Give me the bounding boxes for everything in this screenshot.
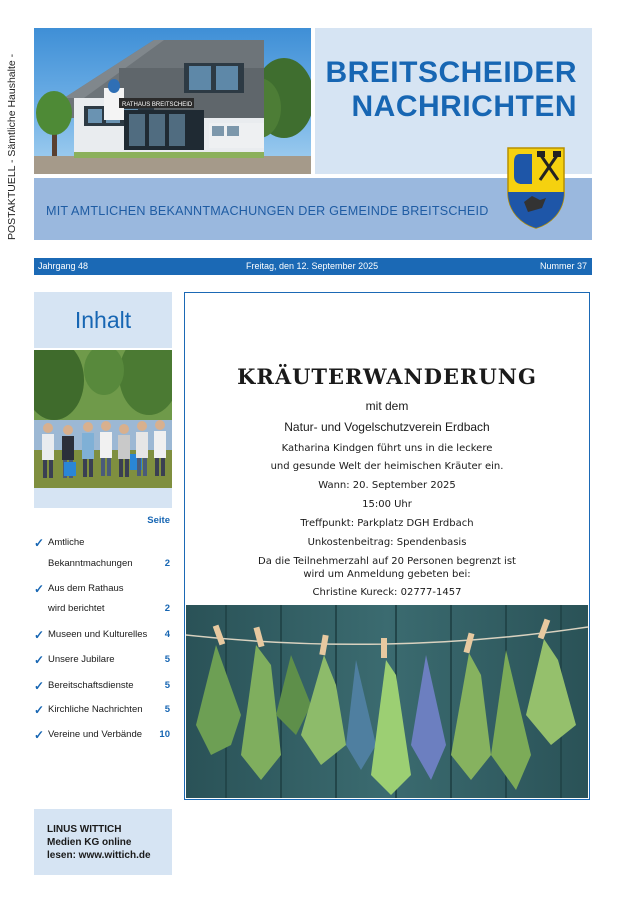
toc-item-page: 2 bbox=[164, 603, 170, 614]
toc-item-label: Museen und Kulturelles bbox=[48, 629, 148, 640]
issue-volume: Jahrgang 48 bbox=[38, 261, 89, 271]
toc-item-label-line2: Bekanntmachungen bbox=[48, 558, 133, 569]
toc-item-page: 5 bbox=[164, 654, 170, 665]
publisher-link[interactable]: lesen: www.wittich.de bbox=[47, 850, 151, 861]
checkmark-icon: ✓ bbox=[34, 582, 45, 596]
toc-item-label: Amtliche bbox=[48, 537, 85, 548]
toc-item-kirchliche-nachrichten[interactable] bbox=[34, 703, 172, 719]
municipal-crest-icon bbox=[506, 146, 566, 230]
toc-item-aus-dem-rathaus[interactable] bbox=[34, 582, 172, 616]
event-limit-1: Da die Teilnehmerzahl auf 20 Personen begrenzt ist bbox=[258, 556, 516, 567]
checkmark-icon: ✓ bbox=[34, 628, 45, 642]
event-description-2: und gesunde Welt der heimischen Kräuter ein. bbox=[270, 461, 504, 472]
event-organizer: Natur- und Vogelschutzverein Erdbach bbox=[284, 420, 490, 434]
checkmark-icon: ✓ bbox=[34, 653, 45, 667]
toc-item-label: Aus dem Rathaus bbox=[48, 583, 124, 594]
toc-item-bereitschaftsdienste[interactable] bbox=[34, 679, 172, 695]
toc-item-page: 2 bbox=[164, 558, 170, 569]
event-title: KRÄUTERWANDERUNG bbox=[237, 364, 537, 389]
publisher-name: LINUS WITTICH bbox=[47, 824, 122, 835]
toc-item-label: Vereine und Verbände bbox=[48, 729, 143, 740]
toc-item-label: Bereitschaftsdienste bbox=[48, 680, 134, 691]
event-description-1: Katharina Kindgen führt uns in die leckere bbox=[281, 443, 493, 454]
event-cost: Unkostenbeitrag: Spendenbasis bbox=[307, 537, 467, 548]
event-with: mit dem bbox=[365, 399, 409, 413]
toc-page-column-label: Seite bbox=[147, 515, 170, 526]
toc-heading-box bbox=[34, 292, 172, 348]
event-date: Wann: 20. September 2025 bbox=[318, 480, 456, 491]
town-hall-photo bbox=[34, 28, 311, 174]
toc-item-label-line2: wird berichtet bbox=[48, 603, 105, 614]
masthead-title-line1: BREITSCHEIDER bbox=[325, 56, 577, 89]
publisher-line2: Medien KG online bbox=[47, 837, 132, 848]
hanging-herbs-photo bbox=[186, 605, 588, 798]
toc-item-label: Unsere Jubilare bbox=[48, 654, 115, 665]
event-limit-2: wird um Anmeldung gebeten bei: bbox=[303, 569, 471, 580]
masthead-title-line2: NACHRICHTEN bbox=[351, 90, 577, 123]
photo-caption-strip bbox=[34, 488, 172, 508]
toc-item-page: 10 bbox=[159, 729, 170, 740]
checkmark-icon: ✓ bbox=[34, 703, 45, 717]
event-meeting-point: Treffpunkt: Parkplatz DGH Erdbach bbox=[300, 518, 474, 529]
checkmark-icon: ✓ bbox=[34, 679, 45, 693]
toc-item-page: 4 bbox=[164, 629, 170, 640]
checkmark-icon: ✓ bbox=[34, 728, 45, 742]
toc-item-page: 5 bbox=[164, 680, 170, 691]
event-contact: Christine Kureck: 02777-1457 bbox=[312, 587, 462, 598]
checkmark-icon: ✓ bbox=[34, 536, 45, 550]
issue-info-bar bbox=[34, 258, 592, 275]
toc-heading: Inhalt bbox=[74, 307, 132, 333]
issue-number: Nummer 37 bbox=[539, 261, 587, 271]
toc-item-page: 5 bbox=[164, 704, 170, 715]
toc-item-jubilare[interactable] bbox=[34, 653, 172, 669]
toc-item-vereine[interactable] bbox=[34, 728, 172, 744]
toc-item-label: Kirchliche Nachrichten bbox=[48, 704, 143, 715]
publisher-box bbox=[34, 809, 172, 875]
group-photo bbox=[34, 350, 172, 488]
issue-date: Freitag, den 12. September 2025 bbox=[246, 261, 379, 271]
building-sign: RATHAUS BREITSCHEID bbox=[122, 102, 193, 108]
toc-item-museen[interactable] bbox=[34, 628, 172, 644]
event-time: 15:00 Uhr bbox=[362, 499, 412, 510]
distribution-note: POSTAKTUELL - Sämtliche Haushalte - bbox=[6, 53, 18, 240]
toc-item-amtliche-bekanntmachungen[interactable] bbox=[34, 536, 172, 570]
masthead-subtitle: MIT AMTLICHEN BEKANNTMACHUNGEN DER GEMEINDE BREITSCHEID bbox=[46, 204, 489, 218]
